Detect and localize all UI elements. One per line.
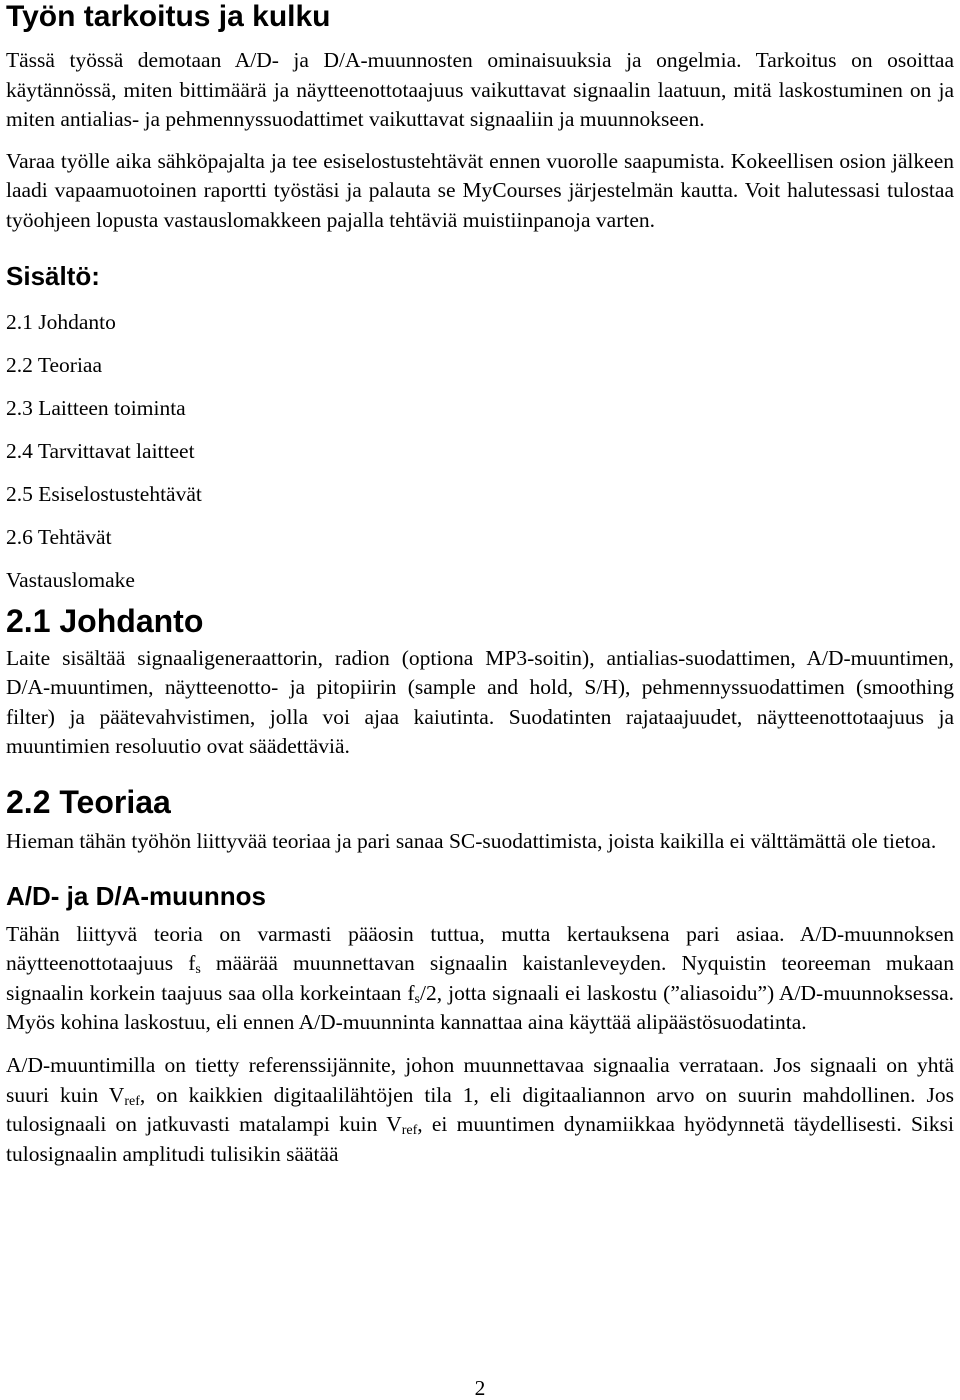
subsection-heading-muunnos: A/D- ja D/A-muunnos [6, 880, 266, 911]
muunnos-p1-text-c: /2, jotta signaali ei laskostu (”aliasoidu”) A/D-muunnoksessa. Myös kohina laskostuu, eli ennen A/D-muunninta kannattaa aina käyttää alipäästösuodatinta. [6, 980, 954, 1035]
section-heading-johdanto: 2.1 Johdanto [6, 602, 204, 639]
intro-paragraph-2: Varaa työlle aika sähköpajalta ja tee esiselostustehtävät ennen vuorolle saapumista. Kokeellisen osion jälkeen laadi vapaamuotoinen raportti työstäsi ja palauta se MyCourses järjestelmän kautta. Voit halutessasi tulostaa työohjeen lopusta vastauslomakkeen pajalla tehtäviä muistiinpanoja varten. [6, 148, 954, 232]
muunnos-p2-text-b: , on kaikkien digitaalilähtöjen tila 1, eli digitaaliannon arvo on suurin mahdollinen. Jos tulosignaali on jatkuvasti matalampi kuin V [6, 1082, 954, 1137]
muunnos-p2-text-a: A/D-muuntimilla on tietty referenssijännite, johon muunnettavaa signaalia verrataan. Jos signaali on yhtä suuri kuin V [6, 1052, 954, 1107]
muunnos-p1-text-a: Tähän liittyvä teoria on varmasti pääosin tuttua, mutta kertauksena pari asiaa. A/D-muunnoksen näytteenottotaajuus f [6, 921, 954, 976]
document-page [6, 0, 954, 1169]
table-of-contents [6, 301, 954, 602]
toc-item-johdanto: 2.1 Johdanto [6, 309, 116, 334]
teoriaa-paragraph: Hieman tähän työhön liittyvää teoriaa ja pari sanaa SC-suodattimista, joista kaikilla ei välttämättä ole tietoa. [6, 828, 937, 853]
subscript-ref: ref [401, 1123, 418, 1139]
muunnos-paragraph-2 [6, 1051, 954, 1169]
toc-item-tarvittavat-laitteet: 2.4 Tarvittavat laitteet [6, 438, 195, 463]
subscript-s: s [414, 991, 420, 1007]
muunnos-p2-text-c: , ei muuntimen dynamiikkaa hyödynnetä täydellisesti. Siksi tulosignaalin amplitudi tulisikin säätää [6, 1112, 954, 1166]
section-heading-teoriaa: 2.2 Teoriaa [6, 783, 171, 820]
toc-item-laitteen-toiminta: 2.3 Laitteen toiminta [6, 395, 186, 420]
toc-heading: Sisältö: [6, 260, 100, 291]
subscript-ref: ref [124, 1093, 140, 1109]
intro-paragraph-1: Tässä työssä demotaan A/D- ja D/A-muunnosten ominaisuuksia ja ongelmia. Tarkoitus on osoittaa käytännössä, miten bittimäärä ja näytteenottotaajuus vaikuttavat signaalin laatuun, mitä laskostuminen on ja miten antialias- ja pehmennyssuodattimet vaikuttavat signaaliin ja muunnokseen. [6, 48, 954, 132]
toc-item-esiselostustehtavat: 2.5 Esiselostustehtävät [6, 481, 202, 506]
toc-item-vastauslomake: Vastauslomake [6, 567, 135, 592]
muunnos-p1-text-b: määrää muunnettavan signaalin kaistanleveyden. Nyquistin teoreeman mukaan signaalin korkein taajuus saa olla korkeintaan f [6, 951, 954, 1005]
subscript-s: s [195, 962, 201, 978]
toc-item-teoriaa: 2.2 Teoriaa [6, 352, 103, 377]
johdanto-paragraph: Laite sisältää signaaligeneraattorin, radion (optiona MP3-soitin), antialias-suodattimen, A/D-muuntimen, D/A-muuntimen, näytteenotto- ja pitopiirin (sample and hold, S/H), pehmennyssuodattimen (smoothing filter) ja päätevahvistimen, jolla voi ajaa kaiutinta. Suodatinten rajataajuudet, näytteenottotaajuus ja muuntimien resoluutio ovat säädettäviä. [6, 645, 954, 759]
muunnos-paragraph-1 [6, 920, 954, 1038]
page-title: Työn tarkoitus ja kulku [6, 0, 331, 33]
page-number: 2 [474, 1376, 486, 1400]
toc-item-tehtavat: 2.6 Tehtävät [6, 524, 112, 549]
